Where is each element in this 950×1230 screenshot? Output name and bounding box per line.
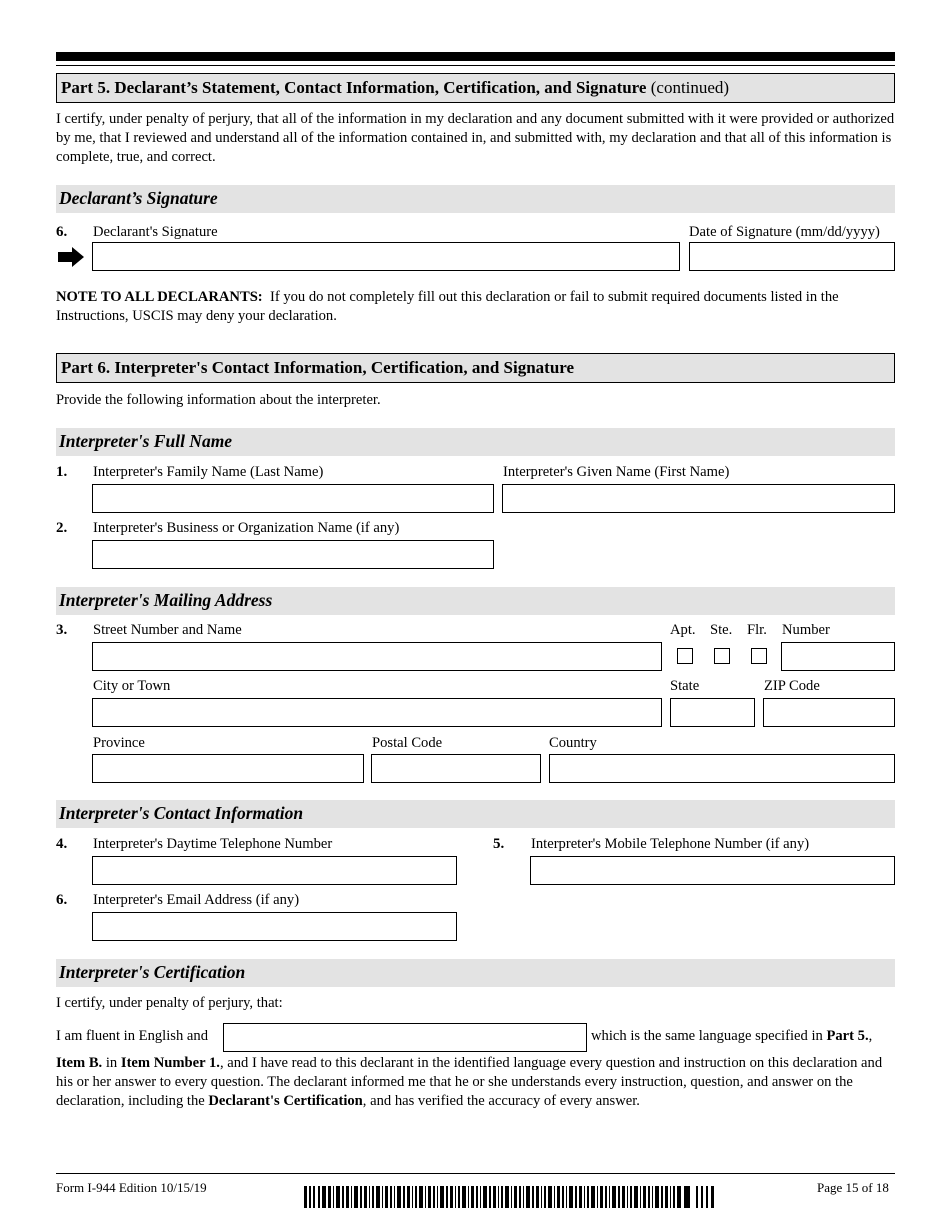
apt-checkbox[interactable] xyxy=(677,648,693,664)
item6b-number: 6. xyxy=(56,892,68,908)
cert-in: in xyxy=(105,1055,118,1071)
state-label: State xyxy=(670,678,700,694)
apt-label: Apt. xyxy=(670,622,696,638)
state-select[interactable] xyxy=(670,698,755,727)
interpreter-address-section: Interpreter's Mailing Address xyxy=(56,587,895,615)
cert-item-b: Item B. xyxy=(56,1055,103,1071)
part6-intro: Provide the following information about the interpreter. xyxy=(56,392,381,408)
mobile-phone-label: Interpreter's Mobile Telephone Number (if any) xyxy=(531,836,810,852)
email-label: Interpreter's Email Address (if any) xyxy=(93,892,300,908)
family-name-label: Interpreter's Family Name (Last Name) xyxy=(93,464,324,480)
business-name-label: Interpreter's Business or Organization Name (if any) xyxy=(93,520,400,536)
street-label: Street Number and Name xyxy=(93,622,242,638)
zip-label: ZIP Code xyxy=(764,678,820,694)
number-label: Number xyxy=(782,622,830,638)
part6-title: Part 6. Interpreter's Contact Information, Certification, and Signature xyxy=(61,358,575,377)
top-thick-rule xyxy=(56,52,895,61)
page-number: Page 15 of 18 xyxy=(817,1180,889,1195)
fluent-suffix: which is the same language specified in Part 5., xyxy=(591,1028,873,1044)
note-to-declarants xyxy=(56,288,895,326)
apt-number-field[interactable] xyxy=(781,642,895,671)
email-field[interactable] xyxy=(92,912,457,941)
interpreter-name-section: Interpreter's Full Name xyxy=(56,428,895,456)
part6-header xyxy=(56,353,895,383)
item6-number: 6. xyxy=(56,224,68,240)
declarant-signature-field[interactable] xyxy=(92,242,680,271)
top-thin-rule xyxy=(56,65,895,66)
cert-item-number: Item Number 1. xyxy=(120,1055,220,1071)
fluent-part-ref: Part 5. xyxy=(826,1028,869,1044)
item5-number: 5. xyxy=(493,836,505,852)
given-name-label: Interpreter's Given Name (First Name) xyxy=(503,464,730,480)
part5-title: Part 5. Declarant’s Statement, Contact Information, Certification, and Signature xyxy=(61,78,647,97)
barcode-image xyxy=(304,1186,714,1208)
daytime-phone-label: Interpreter's Daytime Telephone Number xyxy=(93,836,333,852)
daytime-phone-field[interactable] xyxy=(92,856,457,885)
country-field[interactable] xyxy=(549,754,895,783)
ste-checkbox[interactable] xyxy=(714,648,730,664)
business-name-field[interactable] xyxy=(92,540,494,569)
country-label: Country xyxy=(549,735,597,751)
city-label: City or Town xyxy=(93,678,171,694)
postal-code-label: Postal Code xyxy=(372,735,443,751)
flr-label: Flr. xyxy=(747,622,767,638)
certification-body xyxy=(56,1054,895,1111)
zip-code-field[interactable] xyxy=(763,698,895,727)
item3-number: 3. xyxy=(56,622,68,638)
note-text: If you do not completely fill out this declaration or fail to submit required documents listed in the Instructions, USCIS may deny your declaration. xyxy=(56,289,839,324)
cert-body-2: , and has verified the accuracy of every answer. xyxy=(362,1093,640,1109)
mobile-phone-field[interactable] xyxy=(530,856,895,885)
given-name-field[interactable] xyxy=(502,484,895,513)
declarant-signature-section: Declarant’s Signature xyxy=(56,185,895,213)
language-field[interactable] xyxy=(223,1023,587,1052)
part5-header xyxy=(56,73,895,103)
certification-intro: I certify, under penalty of perjury, that: xyxy=(56,995,283,1011)
date-of-signature-label: Date of Signature (mm/dd/yyyy) xyxy=(689,224,880,240)
declarant-signature-label: Declarant's Signature xyxy=(93,224,218,240)
ste-label: Ste. xyxy=(710,622,733,638)
city-field[interactable] xyxy=(92,698,662,727)
fluent-suffix-text: which is the same language specified in xyxy=(591,1028,823,1044)
item4-number: 4. xyxy=(56,836,68,852)
item2-number: 2. xyxy=(56,520,68,536)
note-bold: NOTE TO ALL DECLARANTS: xyxy=(56,289,263,305)
cert-bold-ref: Declarant's Certification xyxy=(208,1093,363,1109)
street-field[interactable] xyxy=(92,642,662,671)
part5-certify-text: I certify, under penalty of perjury, that all of the information in my declaration and any document submitted with it were provided or authorized by me, that I reviewed and understand all of the information contained in, and submitted with, my declaration and that all of this information is complete, true, and correct. xyxy=(56,111,895,165)
footer-rule xyxy=(56,1173,895,1174)
interpreter-certification-section: Interpreter's Certification xyxy=(56,959,895,987)
postal-code-field[interactable] xyxy=(371,754,541,783)
form-id: Form I-944 Edition 10/15/19 xyxy=(56,1180,207,1195)
arrow-right-icon xyxy=(58,247,84,267)
date-of-signature-field[interactable] xyxy=(689,242,895,271)
cert-body-1: , and I have read to this declarant in the identified language every question and instruction on this declaration and his or her answer to every question. The declarant informed me that he or she understands every instruction, question, and answer on the declaration, including the xyxy=(56,1055,883,1109)
item1-number: 1. xyxy=(56,464,68,480)
province-field[interactable] xyxy=(92,754,364,783)
province-label: Province xyxy=(93,735,145,751)
flr-checkbox[interactable] xyxy=(751,648,767,664)
interpreter-contact-section: Interpreter's Contact Information xyxy=(56,800,895,828)
part5-title-suffix: (continued) xyxy=(650,78,730,97)
fluent-prefix: I am fluent in English and xyxy=(56,1028,208,1044)
family-name-field[interactable] xyxy=(92,484,494,513)
